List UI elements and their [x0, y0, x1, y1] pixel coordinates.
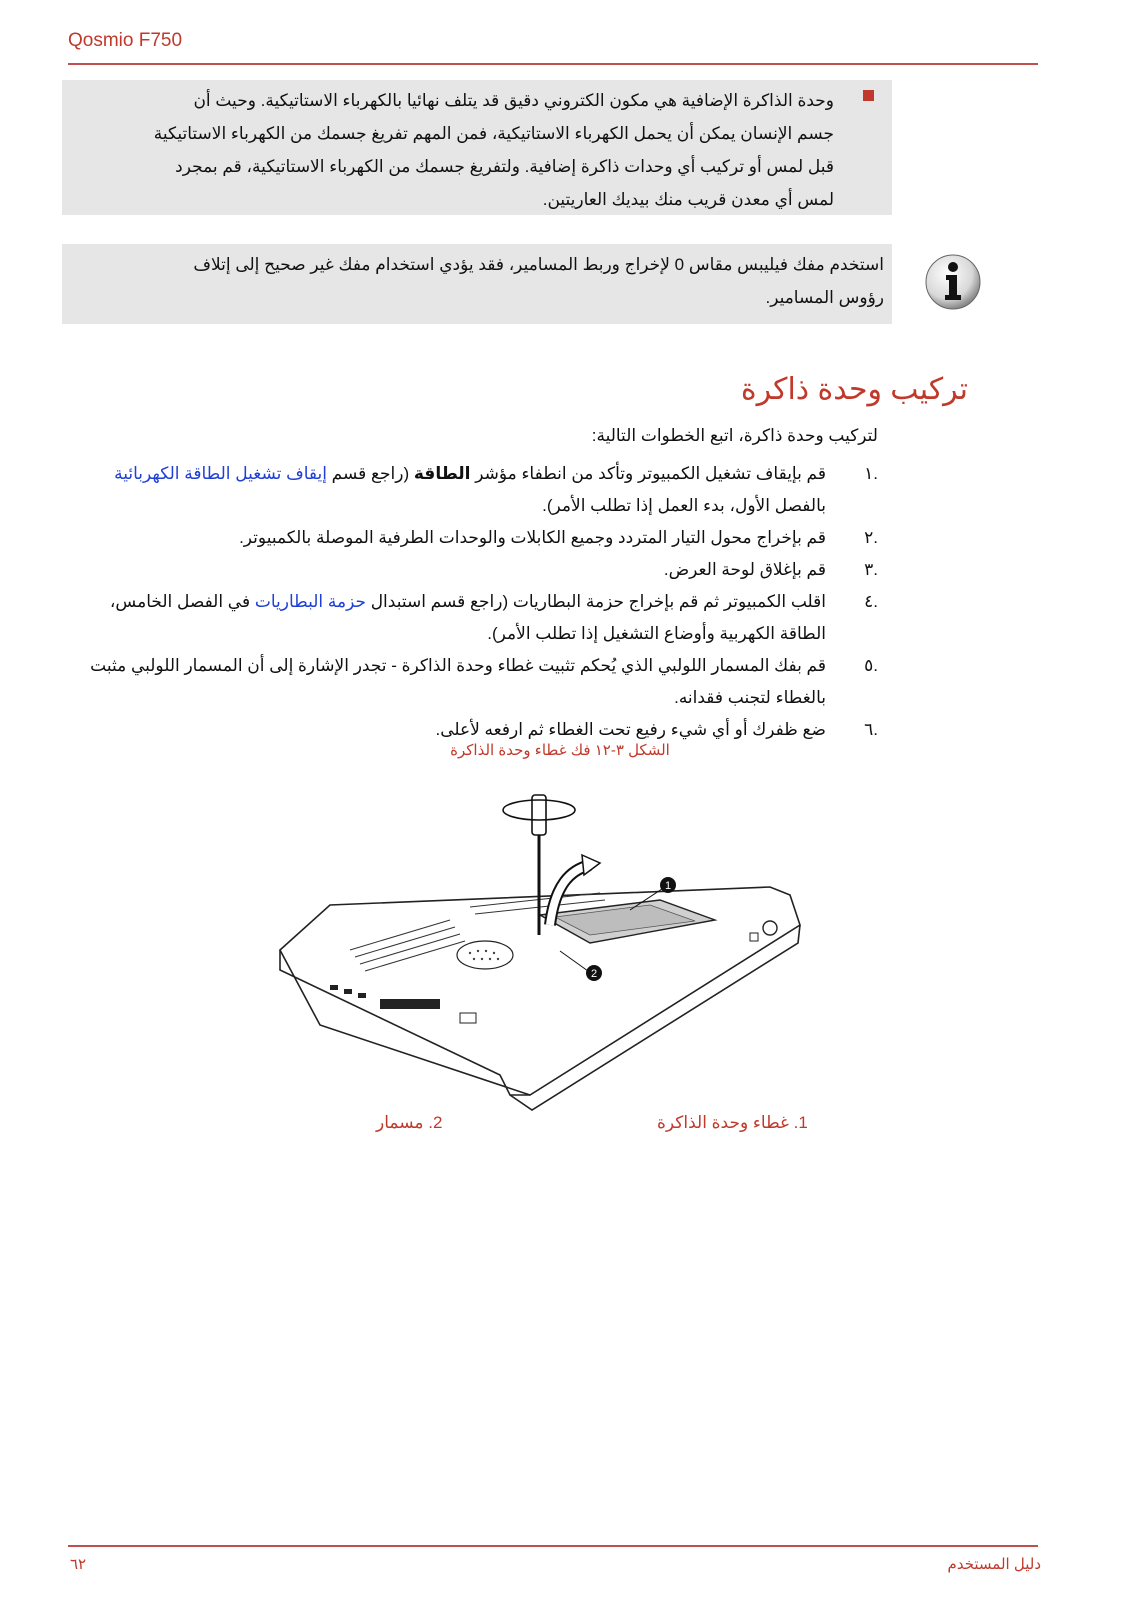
note-line: قبل لمس أو تركيب أي وحدات ذاكرة إضافية. ولتفريغ جسمك من الكهرباء الاستاتيكية، قم بمجرد [175, 157, 834, 176]
step-text: ضع ظفرك أو أي شيء رفيع تحت الغطاء ثم ارفعه لأعلى. [435, 720, 826, 739]
info-note-box [62, 244, 892, 324]
figure-legend-2 [376, 1113, 442, 1133]
info-note-text [84, 248, 884, 314]
step-number: .٢ [864, 528, 878, 547]
step-text: قم بفك المسمار اللولبي الذي يُحكم تثبيت غطاء وحدة الذاكرة - تجدر الإشارة إلى أن المسمار اللولبي مثبت بالغطاء لتجنب فقدانه. [90, 656, 826, 707]
list-item [78, 586, 878, 650]
step-bold-text: الطاقة [413, 464, 471, 483]
page-number: ٦٢ [70, 1556, 87, 1573]
info-icon [925, 254, 981, 310]
step-text: في الفصل الخامس، الطاقة الكهربية وأوضاع التشغيل إذا تطلب الأمر). [109, 592, 826, 643]
svg-text:1: 1 [664, 880, 672, 892]
note-line: لمس أي معدن قريب منك بيديك العاريتين. [542, 190, 834, 209]
step-number: .١ [864, 464, 878, 483]
step-number: .٦ [864, 720, 878, 739]
bullet-square-icon [863, 90, 874, 101]
list-item [78, 458, 878, 522]
footer-rule [68, 1545, 1038, 1547]
step-number: .٣ [864, 560, 878, 579]
svg-text:2: 2 [590, 968, 598, 980]
header-rule [68, 63, 1038, 65]
section-intro: لتركيب وحدة ذاكرة، اتبع الخطوات التالية: [591, 426, 878, 445]
legend-number: 1. [793, 1113, 808, 1132]
step-text: قم بإيقاف تشغيل الكمبيوتر وتأكد من انطفاء مؤشر [470, 464, 826, 483]
footer-title: دليل المستخدم [947, 1556, 1041, 1573]
note-line: جسم الإنسان يمكن أن يحمل الكهرباء الاستاتيكية، فمن المهم تفريغ جسمك من الكهرباء الاستاتيكية [153, 124, 834, 143]
step-number: .٥ [864, 656, 878, 675]
info-line: رؤوس المسامير. [765, 288, 884, 307]
caution-note-text [74, 84, 834, 216]
list-item [78, 554, 878, 586]
battery-pack-link[interactable]: حزمة البطاريات [254, 592, 366, 611]
caution-note-box [62, 80, 892, 215]
step-text: قم بإغلاق لوحة العرض. [663, 560, 826, 579]
list-item [78, 522, 878, 554]
steps-list [78, 458, 878, 746]
step-text: بالفصل الأول، بدء العمل إذا تطلب الأمر). [542, 496, 826, 515]
header-title: Qosmio F750 [68, 30, 183, 51]
step-text: قم بإخراج محول التيار المتردد وجميع الكابلات والوحدات الطرفية الموصلة بالكمبيوتر. [239, 528, 826, 547]
list-item [78, 650, 878, 714]
info-line: استخدم مفك فيليبس مقاس 0 لإخراج وربط المسامير، فقد يؤدي استخدام مفك غير صحيح إلى إتلاف [193, 255, 884, 274]
step-number: .٤ [864, 592, 878, 611]
figure-caption: الشكل ٣-١٢ فك غطاء وحدة الذاكرة [450, 742, 670, 759]
section-heading: تركيب وحدة ذاكرة [740, 373, 968, 406]
step-text: اقلب الكمبيوتر ثم قم بإخراج حزمة البطاريات (راجع قسم استبدال [365, 592, 826, 611]
laptop-memory-cover-illustration [270, 775, 830, 1120]
power-off-link[interactable]: إيقاف تشغيل الطاقة الكهربائية [114, 464, 327, 483]
legend-label: مسمار [376, 1113, 424, 1132]
legend-label: غطاء وحدة الذاكرة [657, 1113, 789, 1132]
legend-number: 2. [428, 1113, 443, 1132]
figure-legend-1 [657, 1113, 808, 1133]
note-line: وحدة الذاكرة الإضافية هي مكون الكتروني دقيق قد يتلف نهائيا بالكهرباء الاستاتيكية. وحيث أن [193, 91, 834, 110]
step-text: (راجع قسم [326, 464, 414, 483]
